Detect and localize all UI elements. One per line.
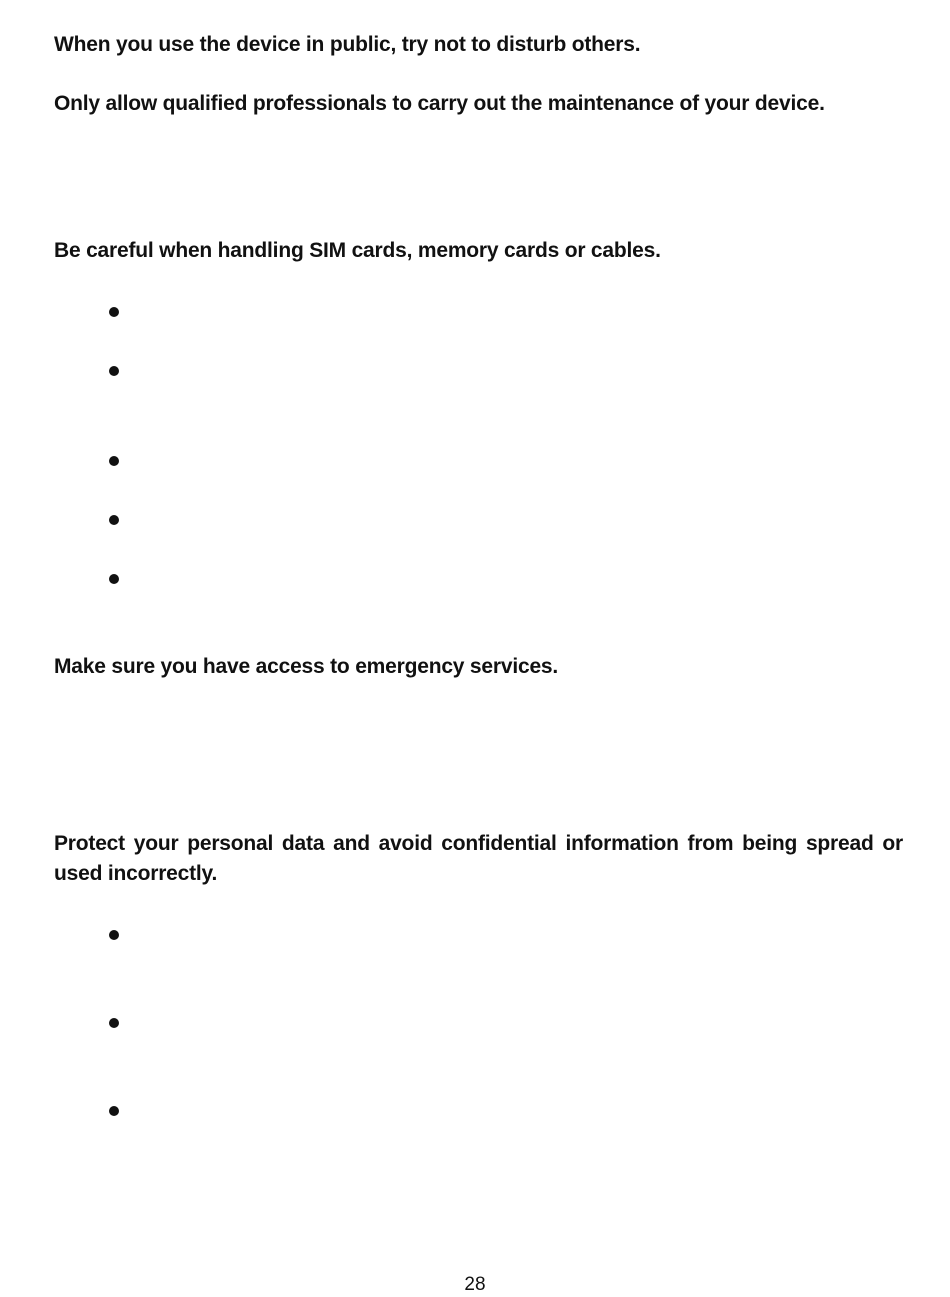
list-item-bullet bbox=[109, 456, 119, 466]
list-item-bullet bbox=[109, 307, 119, 317]
list-item-bullet bbox=[109, 574, 119, 584]
list-item-bullet bbox=[109, 930, 119, 940]
list-item-bullet bbox=[109, 1106, 119, 1116]
heading-emergency: Make sure you have access to emergency services. bbox=[54, 655, 559, 678]
list-item-bullet bbox=[109, 1018, 119, 1028]
page-number: 28 bbox=[464, 1274, 486, 1295]
heading-maintenance: Only allow qualified professionals to carry out the maintenance of your device. bbox=[54, 92, 825, 115]
list-item-bullet bbox=[109, 515, 119, 525]
heading-public-use: When you use the device in public, try not to disturb others. bbox=[54, 33, 641, 56]
heading-handling: Be careful when handling SIM cards, memory cards or cables. bbox=[54, 239, 661, 262]
list-item-bullet bbox=[109, 366, 119, 376]
heading-personal-data: Protect your personal data and avoid confidential information from being spread or used incorrectly. bbox=[54, 832, 903, 885]
